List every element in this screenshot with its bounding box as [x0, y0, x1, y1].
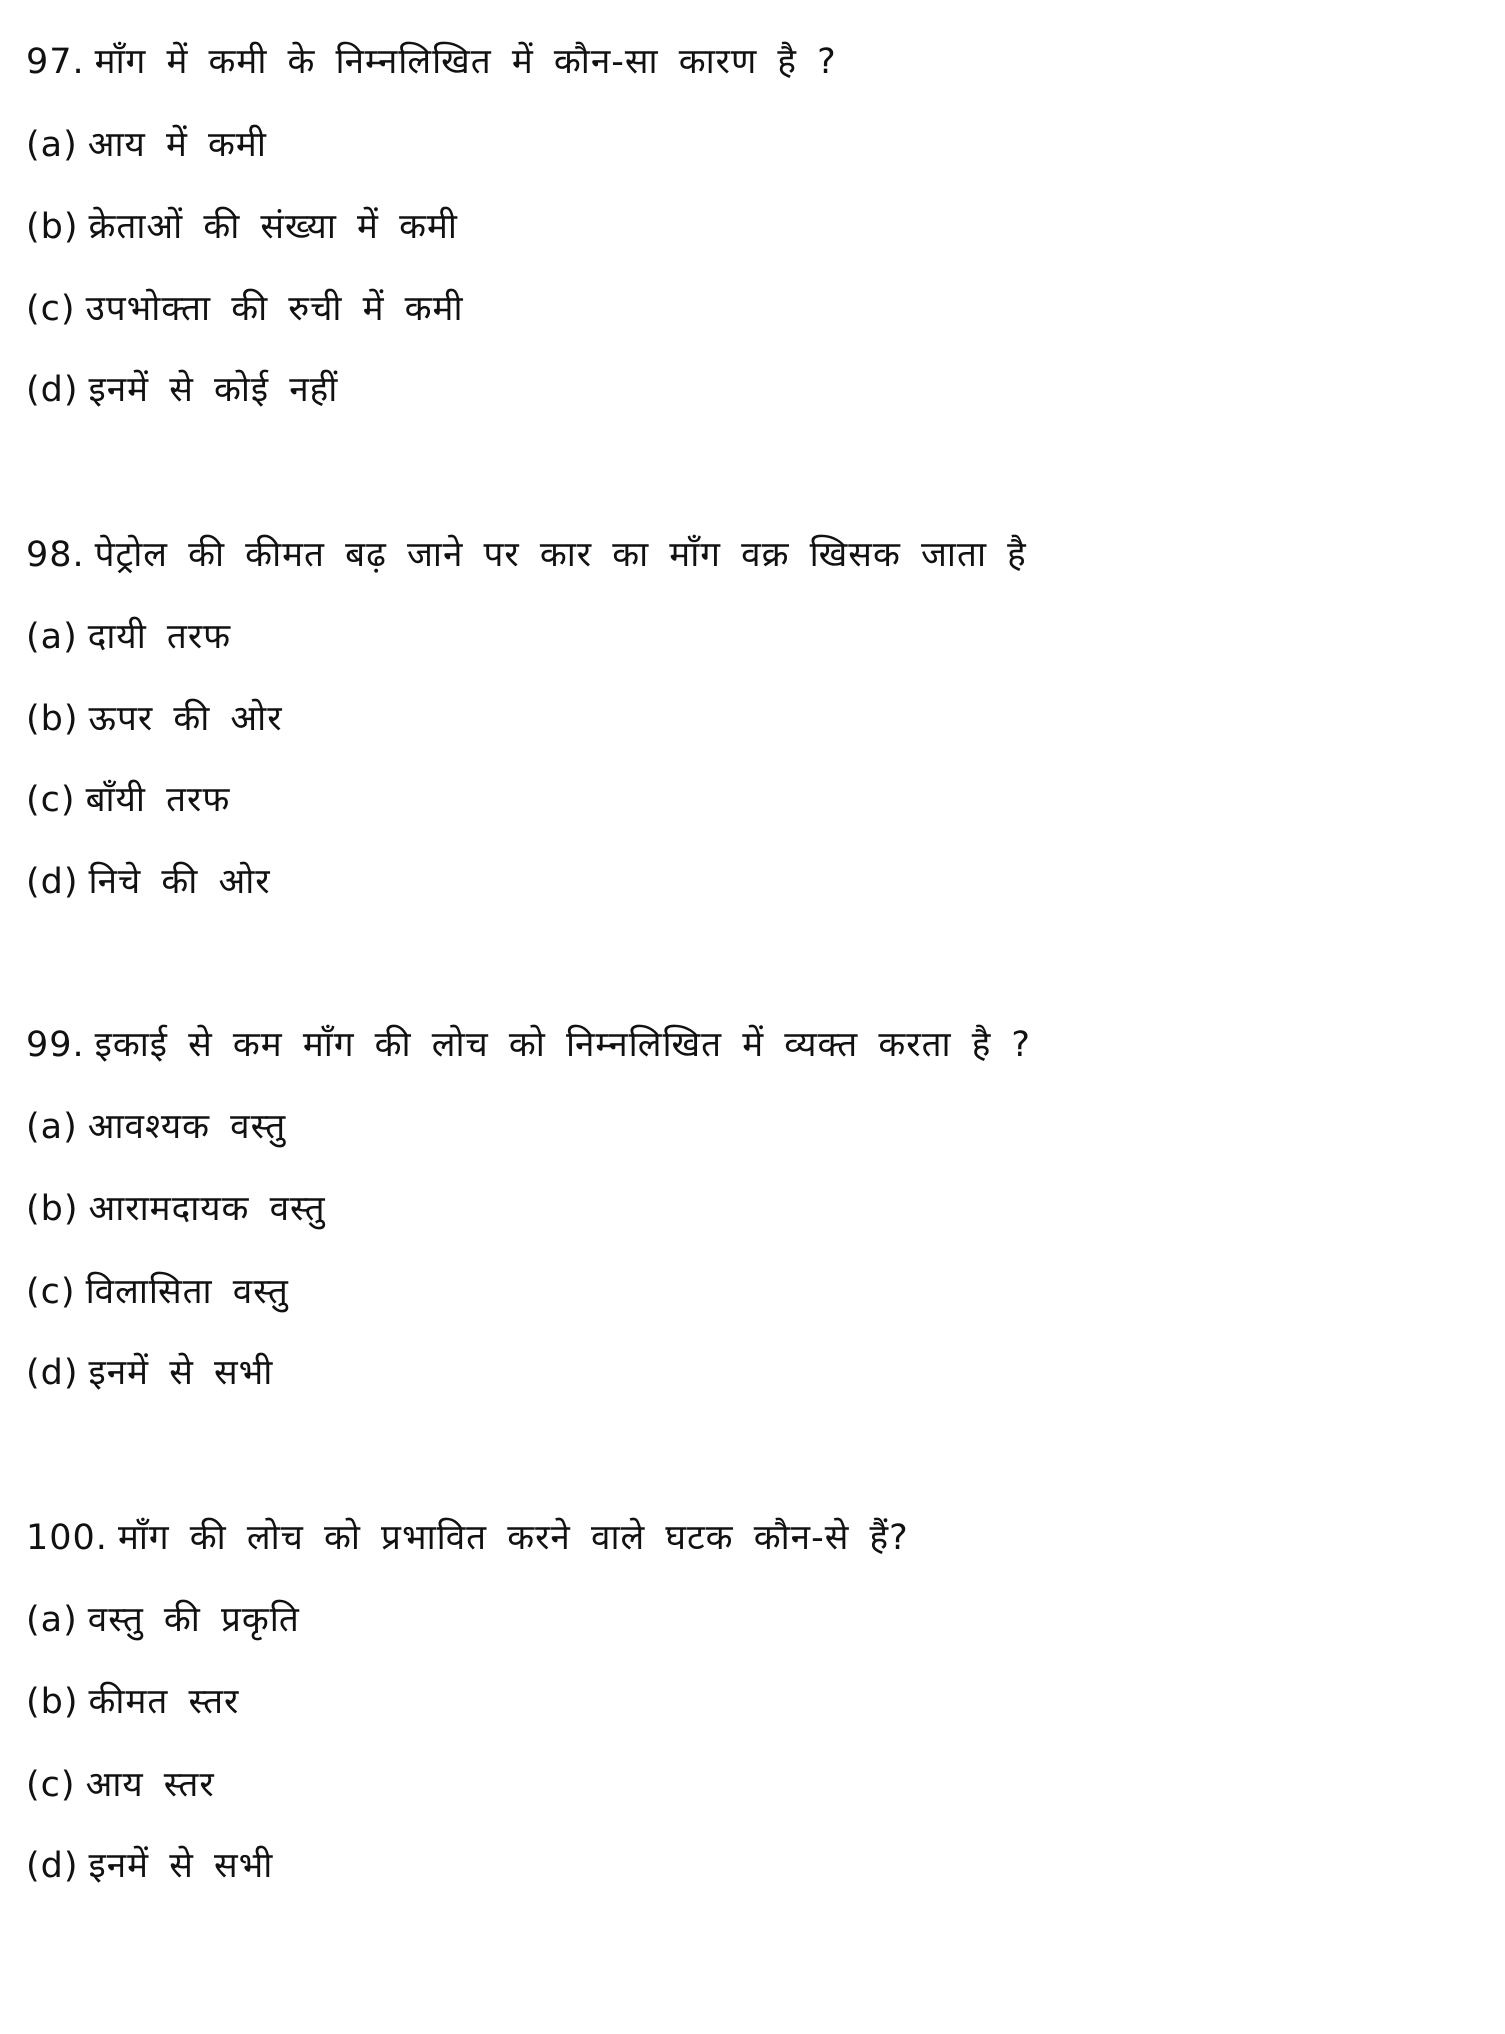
option-label: (d)	[26, 370, 79, 410]
option-99-a	[26, 1105, 286, 1149]
option-label: (b)	[26, 699, 79, 739]
option-label: (a)	[26, 1107, 78, 1147]
question-number: 97.	[26, 42, 85, 82]
option-text: इनमें से सभी	[88, 1353, 274, 1393]
option-label: (b)	[26, 207, 79, 247]
option-text: आय में कमी	[87, 125, 267, 165]
option-98-a	[26, 615, 231, 659]
option-label: (c)	[26, 289, 76, 329]
option-99-b	[26, 1187, 326, 1231]
option-text: निचे की ओर	[88, 862, 271, 902]
option-text: आवश्यक वस्तु	[87, 1107, 287, 1147]
option-text: विलासिता वस्तु	[85, 1272, 289, 1312]
option-100-c	[26, 1763, 215, 1807]
option-label: (a)	[26, 125, 78, 165]
option-97-a	[26, 123, 267, 167]
option-text: इनमें से कोई नहीं	[88, 370, 339, 410]
option-label: (b)	[26, 1189, 79, 1229]
option-text: आरामदायक वस्तु	[88, 1189, 326, 1229]
option-98-c	[26, 778, 230, 822]
option-label: (c)	[26, 780, 76, 820]
option-text: उपभोक्ता की रुची में कमी	[85, 289, 464, 329]
option-97-d	[26, 368, 338, 412]
option-97-c	[26, 287, 464, 331]
question-98	[26, 533, 1027, 577]
question-text: माँग में कमी के निम्नलिखित में कौन-सा कारण है ?	[94, 42, 837, 82]
option-label: (b)	[26, 1682, 79, 1722]
option-text: दायी तरफ	[87, 617, 232, 657]
option-label: (a)	[26, 617, 78, 657]
question-number: 99.	[26, 1025, 85, 1065]
option-text: इनमें से सभी	[88, 1846, 274, 1886]
option-97-b	[26, 205, 458, 249]
option-label: (c)	[26, 1765, 76, 1805]
question-text: माँग की लोच को प्रभावित करने वाले घटक कौन-से हैं?	[117, 1518, 909, 1558]
option-98-d	[26, 860, 271, 904]
option-99-c	[26, 1270, 289, 1314]
question-99	[26, 1023, 1031, 1067]
question-text: इकाई से कम माँग की लोच को निम्नलिखित में व्यक्त करता है ?	[94, 1025, 1032, 1065]
option-label: (d)	[26, 1353, 79, 1393]
option-text: ऊपर की ओर	[88, 699, 283, 739]
option-100-b	[26, 1680, 239, 1724]
option-99-d	[26, 1351, 273, 1395]
option-text: आय स्तर	[85, 1765, 215, 1805]
option-100-a	[26, 1598, 300, 1642]
question-number: 98.	[26, 535, 85, 575]
question-number: 100.	[26, 1518, 108, 1558]
option-text: वस्तु की प्रकृति	[87, 1600, 300, 1640]
option-100-d	[26, 1844, 273, 1888]
option-label: (c)	[26, 1272, 76, 1312]
option-text: क्रेताओं की संख्या में कमी	[88, 207, 458, 247]
question-text: पेट्रोल की कीमत बढ़ जाने पर कार का माँग वक्र खिसक जाता है	[94, 535, 1027, 575]
option-text: कीमत स्तर	[88, 1682, 240, 1722]
option-text: बाँयी तरफ	[85, 780, 231, 820]
question-100	[26, 1516, 909, 1560]
option-label: (a)	[26, 1600, 78, 1640]
option-98-b	[26, 697, 283, 741]
question-97	[26, 40, 837, 84]
option-label: (d)	[26, 1846, 79, 1886]
option-label: (d)	[26, 862, 79, 902]
